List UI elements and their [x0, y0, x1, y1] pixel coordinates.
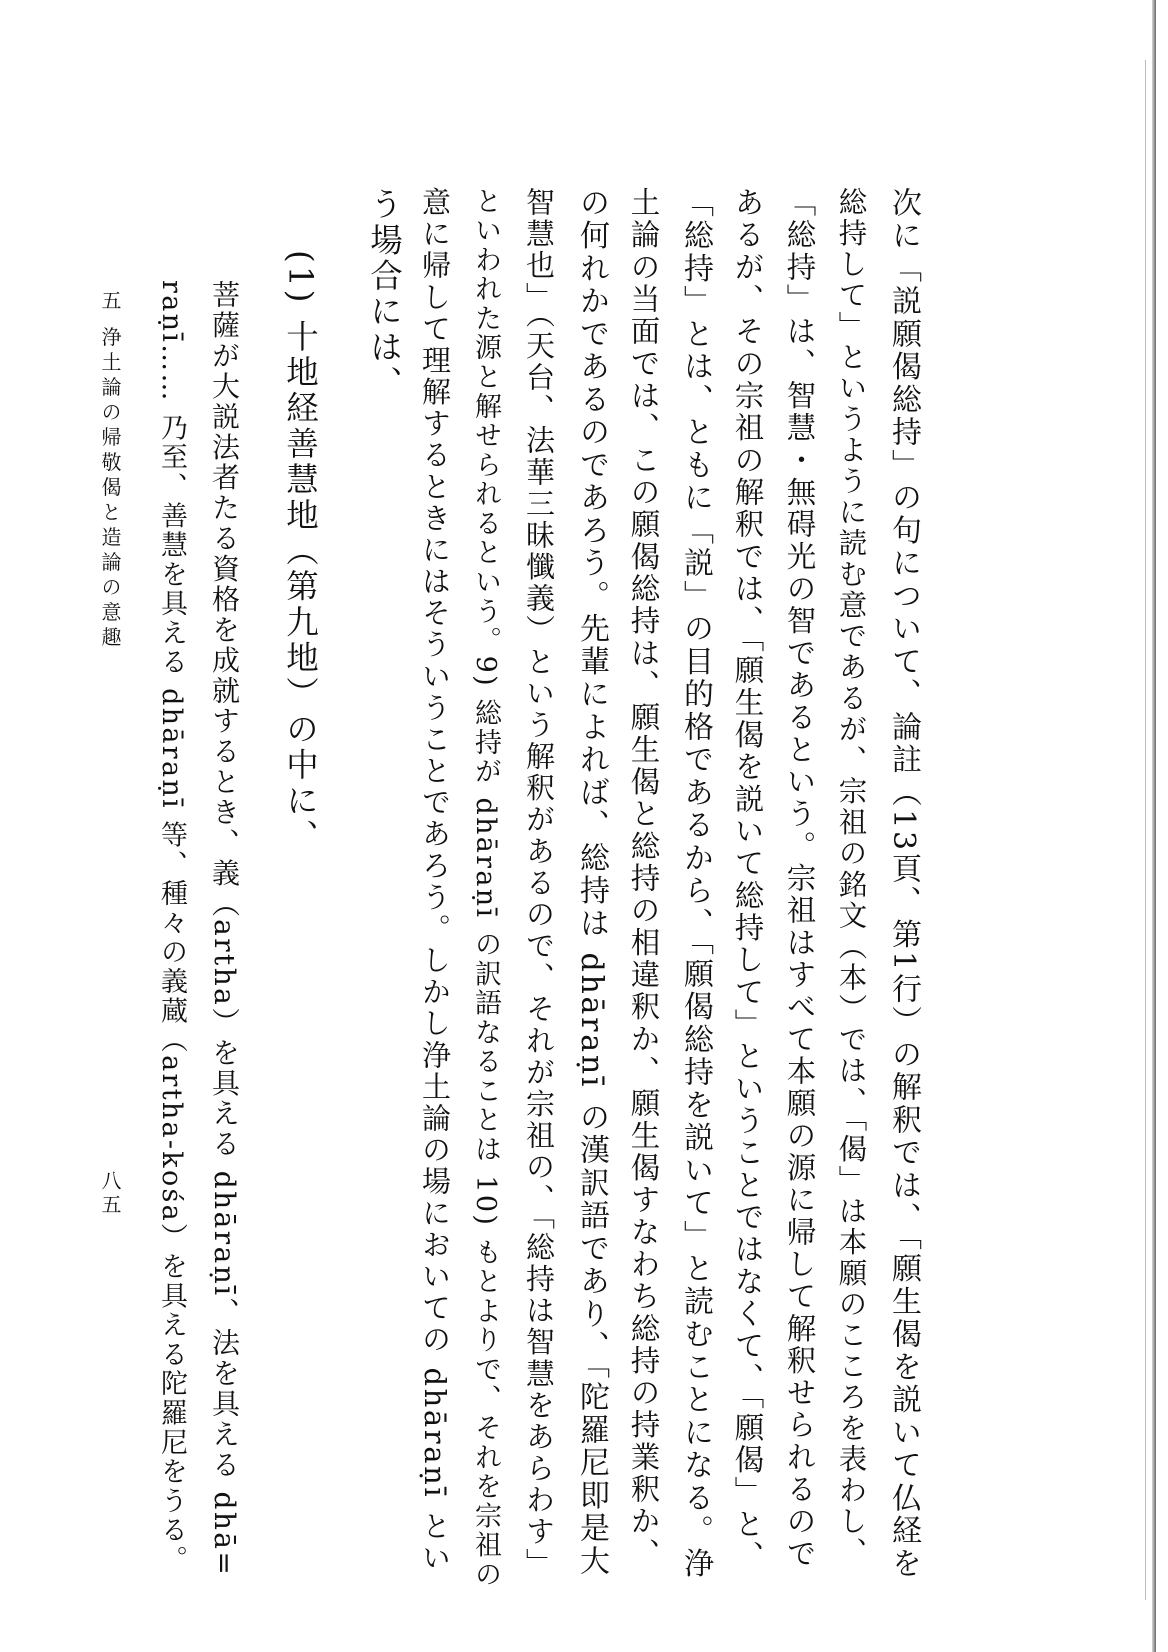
body-column-11: う場合には、 [365, 187, 404, 402]
body-column-9: といわれた源と解せられるという。9) 総持が dhāraṇī の訳語なることは 10) もとよりで、それを宗祖の [470, 187, 501, 1590]
body-column-6: 土論の当面では、この願偈総持は、願生偈と総持の相違釈か、願生偈すなわち総持の持業釈か、 [626, 187, 661, 1571]
body-column-1: 次に「説願偈総持」の句について、論註（13頁、第1行）の解釈では、「願生偈を説いて仏経を [886, 187, 921, 1581]
binding-edge [1152, 0, 1156, 1652]
list-item-heading: (1) 十地経善慧地（第九地）の中に、 [281, 250, 320, 855]
quote-column-1: 菩薩が大説法者たる資格を成就するとき、義（artha）を具える dhāraṇī、法を具える dhā= [208, 280, 241, 1578]
quote-column-2: raṇī…… 乃至、善慧を具える dhāraṇī 等、種々の義蔵（artha-kośa）を具える陀羅尼をうる。 [156, 280, 187, 1575]
page-number: 八五 [98, 1170, 122, 1218]
body-column-10: 意に帰して理解するときにはそういうことであろう。しかし浄土論の場においての dhāraṇī とい [418, 187, 452, 1575]
binding-line [1145, 60, 1146, 1600]
running-footer: 五 浄土論の帰敬偈と造論の意趣 [98, 290, 122, 652]
body-column-7: の何れかであるのであろう。先輩によれば、総持は dhāraṇī の漢訳語であり、「陀羅尼即是大 [574, 187, 609, 1578]
body-column-2: 総持して」というように読む意であるが、宗祖の銘文（本）では、「偈」は本願のこころを表わし、 [834, 187, 868, 1569]
body-column-8: 智慧也」（天台、法華三昧懺義）という解釈があるので、それが宗祖の、「総持は智慧をあらわす」 [522, 187, 556, 1580]
body-column-3: 「総持」は、智慧・無碍光の智であるという。宗祖はすべて本願の源に帰して解釈せられるので [782, 187, 817, 1571]
body-column-5: 「総持」とは、ともに「説」の目的格であるから、「願偈総持を説いて」と読むことになる。浄 [678, 187, 713, 1581]
body-column-4: あるが、その宗祖の解釈では、「願生偈を説いて総持して」ということではなくて、「願偈」と、 [730, 187, 765, 1573]
